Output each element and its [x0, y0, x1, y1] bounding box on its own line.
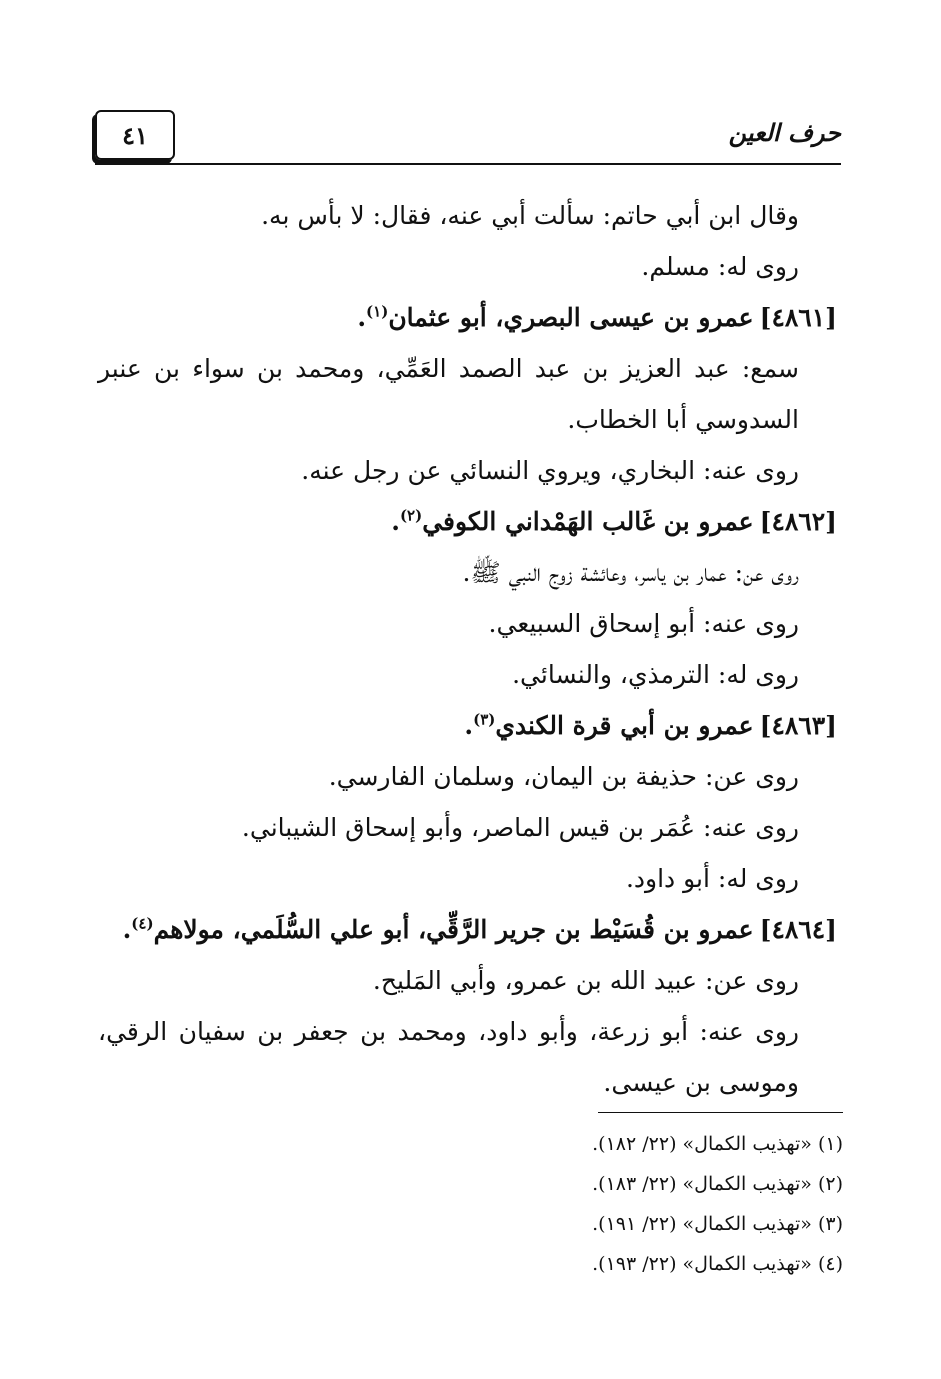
- text-line: روى له: أبو داود.: [625, 864, 799, 893]
- entry-name: عمرو بن غَالب الهَمْداني الكوفي: [422, 507, 754, 536]
- entry-number: [٤٨٦١]: [759, 303, 837, 332]
- text-line: وقال ابن أبي حاتم: سألت أبي عنه، فقال: لا بأس به.: [261, 201, 799, 230]
- text-line: روى له: مسلم.: [641, 252, 799, 281]
- header-rule: [95, 163, 841, 165]
- entry-heading-4864: [٤٨٦٤]عمرو بن قُسَيْط بن جرير الرَّقِّي، أبو علي السُّلَمي، مولاهم$^{(٤)}$.: [122, 914, 837, 944]
- entry-heading-4861: [٤٨٦١]عمرو بن عيسى البصري، أبو عثمان$^{(١)}$.: [357, 302, 837, 332]
- text-paragraph: سمع: عبد العزيز بن عبد الصمد العَمِّي، ومحمد بن سواء بن عنبر السدوسي أبا الخطاب.: [98, 354, 799, 434]
- text-line: روى عنه: البخاري، ويروي النسائي عن رجل عنه.: [301, 456, 799, 485]
- text-line: روى عن: عمار بن ياسر، وعائشة زوج النبي ﷺ.: [462, 558, 799, 587]
- text-paragraph: روى عنه: أبو زرعة، وأبو داود، ومحمد بن جعفر بن سفيان الرقي، وموسى بن عيسى.: [98, 1017, 799, 1097]
- entry-number: [٤٨٦٤]: [759, 915, 837, 944]
- footnote: (٤) «تهذيب الكمال» (٢٢/ ١٩٣).: [592, 1253, 843, 1275]
- footnote: (٣) «تهذيب الكمال» (٢٢/ ١٩١).: [592, 1213, 843, 1235]
- footnote: (١) «تهذيب الكمال» (٢٢/ ١٨٢).: [592, 1133, 843, 1155]
- running-head: حرف العين: [728, 118, 841, 147]
- entry-name: عمرو بن أبي قرة الكندي: [495, 711, 754, 740]
- entry-number: [٤٨٦٣]: [759, 711, 837, 740]
- footnote-rule: [598, 1112, 843, 1113]
- main-text: [98, 190, 837, 1108]
- entry-number: [٤٨٦٢]: [759, 507, 837, 536]
- footnote: (٢) «تهذيب الكمال» (٢٢/ ١٨٣).: [592, 1173, 843, 1195]
- text-line: روى عنه: عُمَر بن قيس الماصر، وأبو إسحاق الشيباني.: [241, 813, 799, 842]
- footnote-ref: (١): [366, 302, 389, 321]
- text-line: روى له: الترمذي، والنسائي.: [512, 660, 799, 689]
- footnote-ref: (٤): [131, 914, 154, 933]
- entry-name: عمرو بن قُسَيْط بن جرير الرَّقِّي، أبو علي السُّلَمي، مولاهم: [153, 915, 754, 944]
- entry-name: عمرو بن عيسى البصري، أبو عثمان: [388, 303, 754, 332]
- page-number: ٤١: [95, 110, 175, 160]
- footnote-ref: (٢): [399, 506, 423, 525]
- footnote-ref: (٣): [473, 710, 496, 729]
- entry-heading-4863: [٤٨٦٣]عمرو بن أبي قرة الكندي$^{(٣)}$.: [464, 710, 837, 740]
- text-line: روى عن: عبيد الله بن عمرو، وأبي المَليح.: [372, 966, 799, 995]
- footnotes: [300, 1124, 843, 1284]
- text-line: روى عن: حذيفة بن اليمان، وسلمان الفارسي.: [328, 762, 799, 791]
- entry-heading-4862: [٤٨٦٢]عمرو بن غَالب الهَمْداني الكوفي$^{(٢)}$.: [391, 506, 837, 536]
- text-line: روى عنه: أبو إسحاق السبيعي.: [488, 609, 799, 638]
